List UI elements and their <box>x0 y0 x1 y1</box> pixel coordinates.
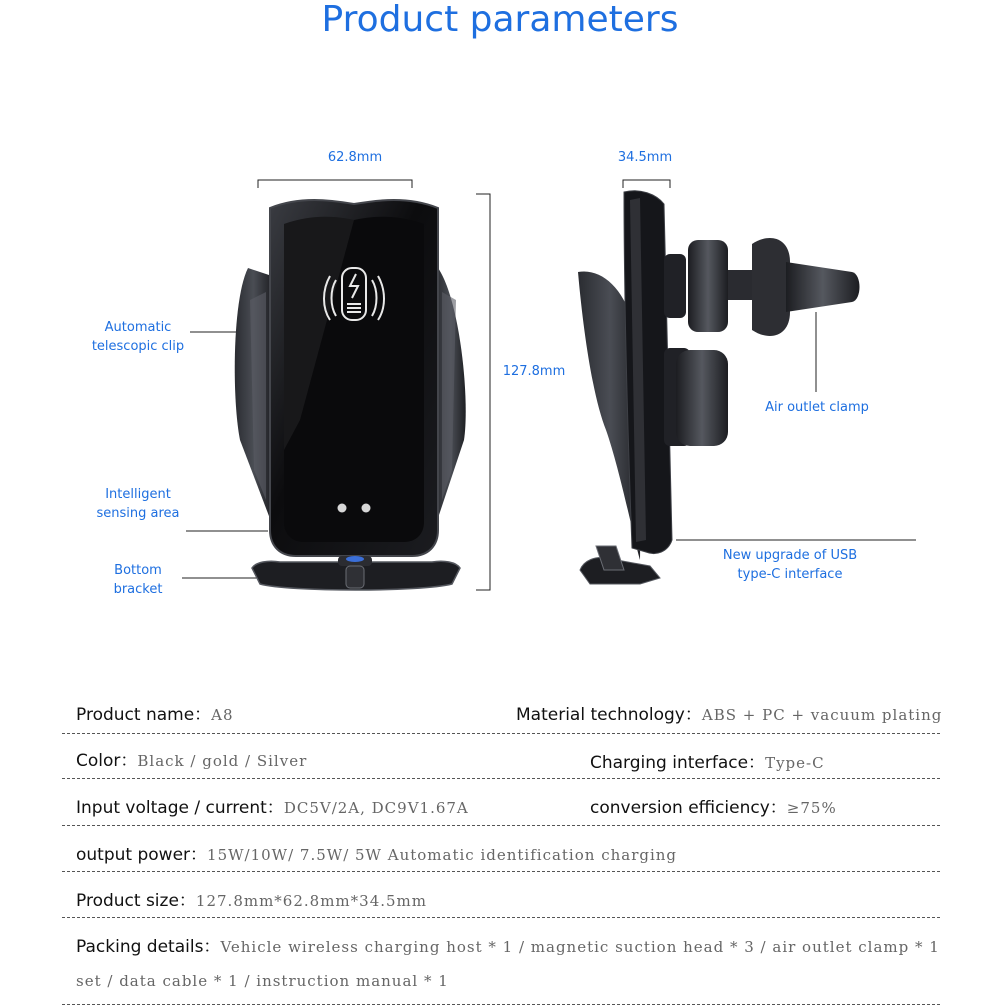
height-dimension: 127.8mm <box>502 364 566 379</box>
spec-key: Color： <box>76 751 138 771</box>
page-title: Product parameters <box>321 0 679 40</box>
spec-key: Product name： <box>76 705 212 725</box>
bottom-bracket-label: Bottom bracket <box>113 563 163 597</box>
spec-value: Black / gold / Silver <box>137 752 308 770</box>
width-dimension: 62.8mm <box>327 150 383 165</box>
spec-key: conversion efficiency： <box>590 798 787 818</box>
spec-value: DC5V/2A, DC9V1.67A <box>283 799 469 817</box>
side-view-charger <box>578 191 860 584</box>
spec-key: Material technology： <box>516 705 702 725</box>
spec-key: Charging interface： <box>590 753 766 773</box>
spec-row <box>62 686 943 734</box>
sensing-area-label: Intelligent sensing area <box>96 487 180 521</box>
spec-value: 15W/10W/ 7.5W/ 5W Automatic identification charging <box>207 846 678 864</box>
spec-key: Input voltage / current： <box>76 798 284 818</box>
spec-table <box>62 686 943 1005</box>
spec-key: Packing details： <box>76 937 221 957</box>
spec-value: 127.8mm*62.8mm*34.5mm <box>195 892 428 910</box>
depth-dimension: 34.5mm <box>617 150 673 165</box>
spec-value: ABS + PC + vacuum plating <box>701 706 943 724</box>
spec-key: Product size： <box>76 891 196 911</box>
spec-row <box>62 918 940 1005</box>
air-outlet-label: Air outlet clamp <box>765 400 869 415</box>
telescopic-clip-label: Automatic telescopic clip <box>91 320 185 354</box>
spec-row <box>62 734 940 779</box>
spec-value: ≥75% <box>786 799 837 817</box>
usb-interface-label: New upgrade of USB type-C interface <box>722 548 858 582</box>
spec-row <box>62 779 940 826</box>
spec-value: A8 <box>211 706 234 724</box>
spec-key: output power： <box>76 845 208 865</box>
front-view-charger <box>235 200 466 590</box>
spec-row <box>62 872 940 918</box>
spec-value: Vehicle wireless charging host * 1 / magnetic suction head * 3 / air outlet clamp * 1 set / data cable * 1 / instruction manual * 1 <box>76 938 940 990</box>
spec-value: Type-C <box>765 754 825 772</box>
spec-row <box>62 826 940 872</box>
